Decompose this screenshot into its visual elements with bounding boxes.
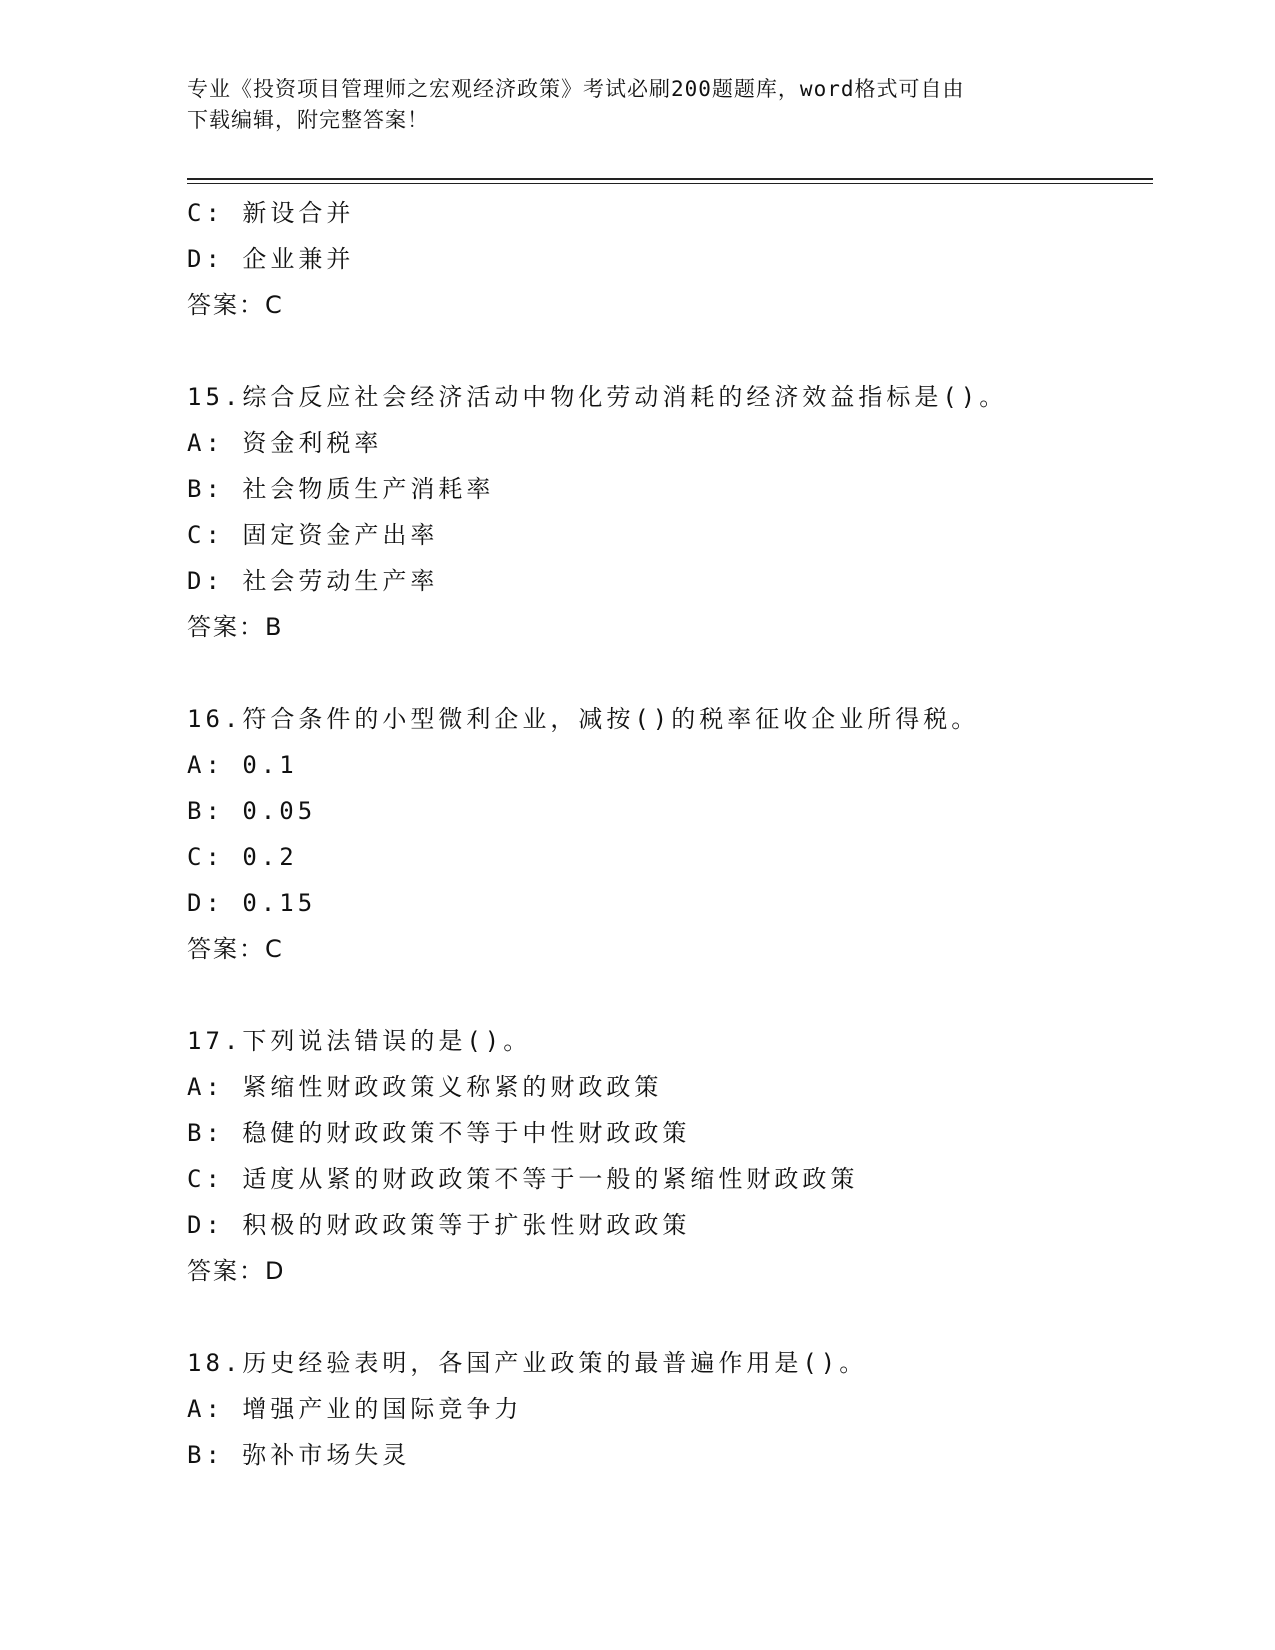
option-c: C: 新设合并 xyxy=(187,199,355,227)
question-block-15 xyxy=(187,374,1153,650)
option-b: B: 0.05 xyxy=(187,797,317,825)
option-d: D: 企业兼并 xyxy=(187,245,355,273)
answer-line: 答案：C xyxy=(187,935,284,963)
option-d: D: 积极的财政政策等于扩张性财政政策 xyxy=(187,1211,691,1239)
option-a: A: 资金利税率 xyxy=(187,429,383,457)
question-list xyxy=(187,190,1153,1478)
option-a: A: 0.1 xyxy=(187,751,298,779)
document-header xyxy=(187,74,1087,136)
option-d: D: 社会劳动生产率 xyxy=(187,567,439,595)
header-rule-thick xyxy=(187,178,1153,180)
question-stem: 18.历史经验表明，各国产业政策的最普遍作用是()。 xyxy=(187,1349,868,1377)
question-stem: 17.下列说法错误的是()。 xyxy=(187,1027,532,1055)
option-b: B: 稳健的财政政策不等于中性财政政策 xyxy=(187,1119,691,1147)
option-b: B: 社会物质生产消耗率 xyxy=(187,475,495,503)
option-c: C: 固定资金产出率 xyxy=(187,521,439,549)
option-a: A: 增强产业的国际竞争力 xyxy=(187,1395,523,1423)
question-block-14-tail xyxy=(187,190,1153,328)
answer-line: 答案：C xyxy=(187,291,284,319)
question-block-18 xyxy=(187,1340,1153,1478)
question-block-16 xyxy=(187,696,1153,972)
question-stem: 16.符合条件的小型微利企业，减按()的税率征收企业所得税。 xyxy=(187,705,980,733)
answer-line: 答案：B xyxy=(187,613,284,641)
spacer xyxy=(187,650,1153,696)
spacer xyxy=(187,972,1153,1018)
option-d: D: 0.15 xyxy=(187,889,317,917)
header-rule-thin xyxy=(187,183,1153,184)
header-line-2: 下载编辑，附完整答案！ xyxy=(187,108,429,132)
question-stem: 15.综合反应社会经济活动中物化劳动消耗的经济效益指标是()。 xyxy=(187,383,1008,411)
question-block-17 xyxy=(187,1018,1153,1294)
spacer xyxy=(187,1294,1153,1340)
option-c: C: 适度从紧的财政政策不等于一般的紧缩性财政政策 xyxy=(187,1165,859,1193)
spacer xyxy=(187,328,1153,374)
option-b: B: 弥补市场失灵 xyxy=(187,1441,411,1469)
option-c: C: 0.2 xyxy=(187,843,298,871)
answer-line: 答案：D xyxy=(187,1257,286,1285)
header-line-1: 专业《投资项目管理师之宏观经济政策》考试必刷200题题库，word格式可自由 xyxy=(187,77,965,101)
option-a: A: 紧缩性财政政策义称紧的财政政策 xyxy=(187,1073,663,1101)
